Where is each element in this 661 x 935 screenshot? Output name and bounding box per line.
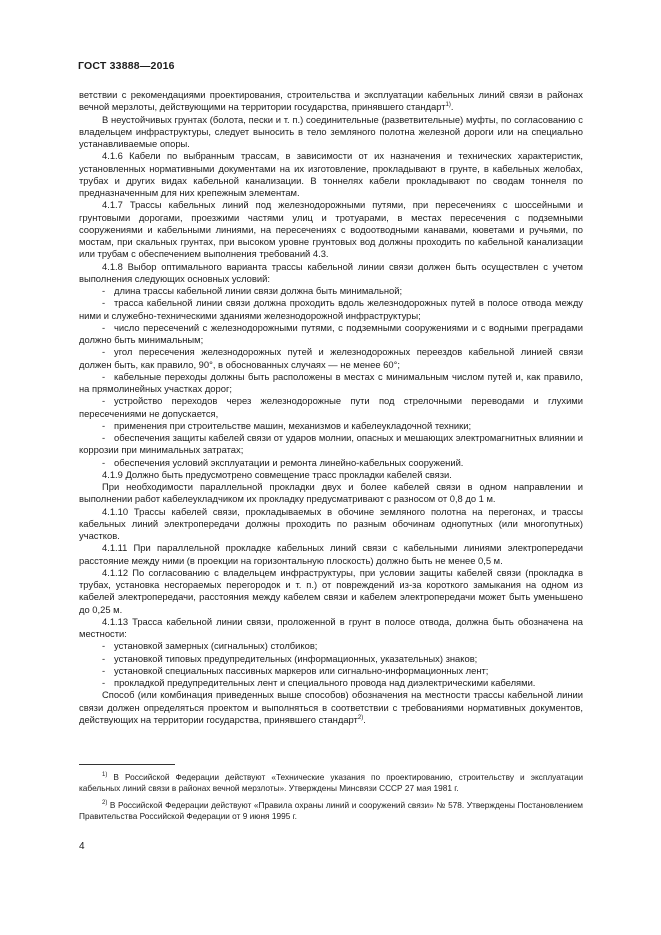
footnote (79, 772, 583, 794)
paragraph-text: В неустойчивых грунтах (болота, пески и т. п.) соединительные (разветвительные) муфты, по согласованию с владельцем инфраструктуры, следует выносить в тело земляного полотна железной дороги или на специально устанавливаемые опоры. (79, 113, 583, 149)
footnote (79, 800, 583, 822)
paragraph (79, 469, 583, 481)
list-dash: - (102, 285, 106, 296)
list-dash: - (102, 297, 106, 309)
list-item (79, 395, 583, 420)
list-dash: - (102, 432, 106, 443)
footnote-reference: 1) (445, 102, 451, 109)
paragraph (79, 506, 583, 543)
paragraph (79, 89, 583, 114)
list-item (79, 677, 583, 689)
paragraph (79, 199, 583, 260)
list-dash: - (102, 370, 106, 382)
paragraph-text: 4.1.13 Трасса кабельной линии связи, проложенной в грунт в полосе отвода, должна быть обозначена на местности: (79, 615, 583, 639)
paragraph (79, 689, 583, 726)
paragraph-text: 4.1.7 Трассы кабельных линий под железнодорожными путями, при пересечениях с шоссейными и грунтовыми дорогами, проезжими частями улиц и тротуарами, в местах пересечения с подземными сооружениями и кабельными линиями, на пересечениях с водоотводными канавами, кюветами и ручьями, по мостам, при скальных грунтах, при высоком уровне грунтовых вод должны проходить по кабельной канализации или трубам с обеспечением выполнения требований 4.3. (79, 199, 583, 260)
list-item (79, 285, 583, 297)
paragraph-text: применения при строительстве машин, механизмов и кабелеукладочной техники; (114, 419, 472, 431)
paragraph-text: 4.1.9 Должно быть предусмотрено совмещение трасс прокладки кабелей связи. (102, 468, 452, 480)
list-item (79, 457, 583, 469)
footnote-text: В Российской Федерации действуют «Правила охраны линий и сооружений связи» № 578. Утверждены Постановлением Правительства Российской Федерации от 9 июня 1995 г. (79, 800, 583, 821)
list-dash: - (102, 456, 106, 468)
paragraph (79, 616, 583, 641)
paragraph-text: 4.1.10 Трассы кабелей связи, прокладываемых в обочине земляного полотна на перегонах, и трассы кабельных линий электропередачи должны проходить по разным обочинам однопутных (или многопутных) участков. (79, 505, 583, 541)
list-item (79, 653, 583, 665)
paragraph-text: устройство переходов через железнодорожные пути под стрелочными переводами и глухими пересечениями не допускается, (79, 395, 583, 419)
paragraph-text: 4.1.12 По согласованию с владельцем инфраструктуры, при условии защиты кабелей связи (прокладка в трубах, установка несгораемых перегородок и т. п.) от повреждений из-за короткого замыкания на одном из кабелей электропередачи, расстояния между кабелем связи и кабелем электропередачи может быть уменьшено до 0,25 м. (79, 566, 583, 615)
list-dash: - (102, 419, 106, 431)
footnotes (79, 772, 583, 828)
paragraph (79, 481, 583, 506)
list-dash: - (102, 321, 106, 333)
trailing-punctuation: . (363, 713, 366, 725)
list-item (79, 432, 583, 457)
paragraph-text: 4.1.11 При параллельной прокладке кабельных линий связи с кабельными линиями электропередачи расстояние между ними (в проекции на горизонтальную плоскость) должно быть не менее 0,5 м. (79, 542, 583, 566)
list-item (79, 371, 583, 396)
list-item (79, 640, 583, 652)
paragraph (79, 150, 583, 199)
list-dash: - (102, 664, 106, 676)
list-dash: - (102, 395, 106, 407)
list-dash: - (102, 652, 106, 664)
paragraph (79, 542, 583, 567)
paragraph-text: кабельные переходы должны быть расположены в местах с минимальным числом путей и, как правило, на прямолинейных участках дорог; (79, 370, 583, 394)
list-item (79, 322, 583, 347)
paragraph-text: ветствии с рекомендациями проектирования, строительства и эксплуатации кабельных линий связи в районах вечной мерзлоты, действующими на территории государства, принявшего стандарт (79, 89, 583, 113)
list-item (79, 665, 583, 677)
paragraph-text: угол пересечения железнодорожных путей и железнодорожных переездов кабельной линией связи должен быть, как правило, 90°, в обоснованных случаях — не менее 60°; (79, 346, 583, 370)
paragraph-text: 4.1.8 Выбор оптимального варианта трассы кабельной линии связи должен быть осуществлен с учетом выполнения следующих основных условий: (79, 260, 583, 284)
list-dash: - (102, 346, 106, 358)
footnote-mark: 2) (102, 800, 108, 807)
paragraph-text: Способ (или комбинация приведенных выше способов) обозначения на местности трассы кабельной линии связи должен определяться проектом и выполняться в соответствии с требованиями нормативных документов, действующих на территории государства, принявшего стандарт (79, 689, 583, 725)
document-body (79, 89, 583, 726)
footnote-separator (79, 764, 175, 765)
paragraph-text: трасса кабельной линии связи должна проходить вдоль железнодорожных путей в полосе отвода между ними и служебно-техническими зданиями железнодорожной инфраструктуры; (79, 297, 583, 321)
paragraph (79, 567, 583, 616)
list-item (79, 346, 583, 371)
paragraph (79, 114, 583, 151)
paragraph-text: 4.1.6 Кабели по выбранным трассам, в зависимости от их назначения и технических характеристик, установленных нормативными документами на их изготовление, прокладывают в грунте, в кабельных желобах, трубах и других видах кабельной канализации. В тоннелях кабели прокладывают по сводам тоннеля по предназначенным для них крепежным элементам. (79, 150, 583, 198)
paragraph-text: При необходимости параллельной прокладки двух и более кабелей связи в одном направлении и выполнении работ кабелеукладчиком их прокладку предусматривают с разносом от 0,8 до 1 м. (79, 481, 583, 505)
list-dash: - (102, 677, 106, 688)
footnote-mark: 1) (102, 772, 108, 779)
footnote-text: В Российской Федерации действуют «Технические указания по проектированию, строительству и эксплуатации кабельных линий связи в районах вечной мерзлоты». Утверждены Минсвязи СССР 27 мая 1981 г. (79, 772, 583, 793)
paragraph-text: число пересечений с железнодорожными путями, с подземными сооружениями и с водными преградами должно быть минимальным; (79, 321, 583, 345)
paragraph-text: длина трассы кабельной линии связи должна быть минимальной; (114, 285, 403, 296)
footnote-reference: 2) (357, 714, 364, 721)
list-dash: - (102, 640, 106, 652)
list-item (79, 297, 583, 322)
paragraph-text: установкой специальных пассивных маркеров или сигнально-информационных лент; (114, 664, 489, 676)
paragraph-text: установкой замерных (сигнальных) столбиков; (114, 640, 318, 652)
list-item (79, 420, 583, 432)
paragraph (79, 261, 583, 286)
document-header: ГОСТ 33888—2016 (78, 60, 175, 72)
trailing-punctuation: . (450, 101, 454, 113)
paragraph-text: обеспечения условий эксплуатации и ремонта линейно-кабельных сооружений. (114, 456, 464, 468)
paragraph-text: обеспечения защиты кабелей связи от ударов молнии, опасных и мешающих электромагнитных влиянии и коррозии при минимальных затратах; (79, 432, 583, 456)
paragraph-text: прокладкой предупредительных лент и специального провода над диэлектрическими кабелями. (114, 677, 536, 688)
paragraph-text: установкой типовых предупредительных (информационных, указательных) знаков; (114, 652, 478, 664)
page-number: 4 (79, 841, 85, 852)
